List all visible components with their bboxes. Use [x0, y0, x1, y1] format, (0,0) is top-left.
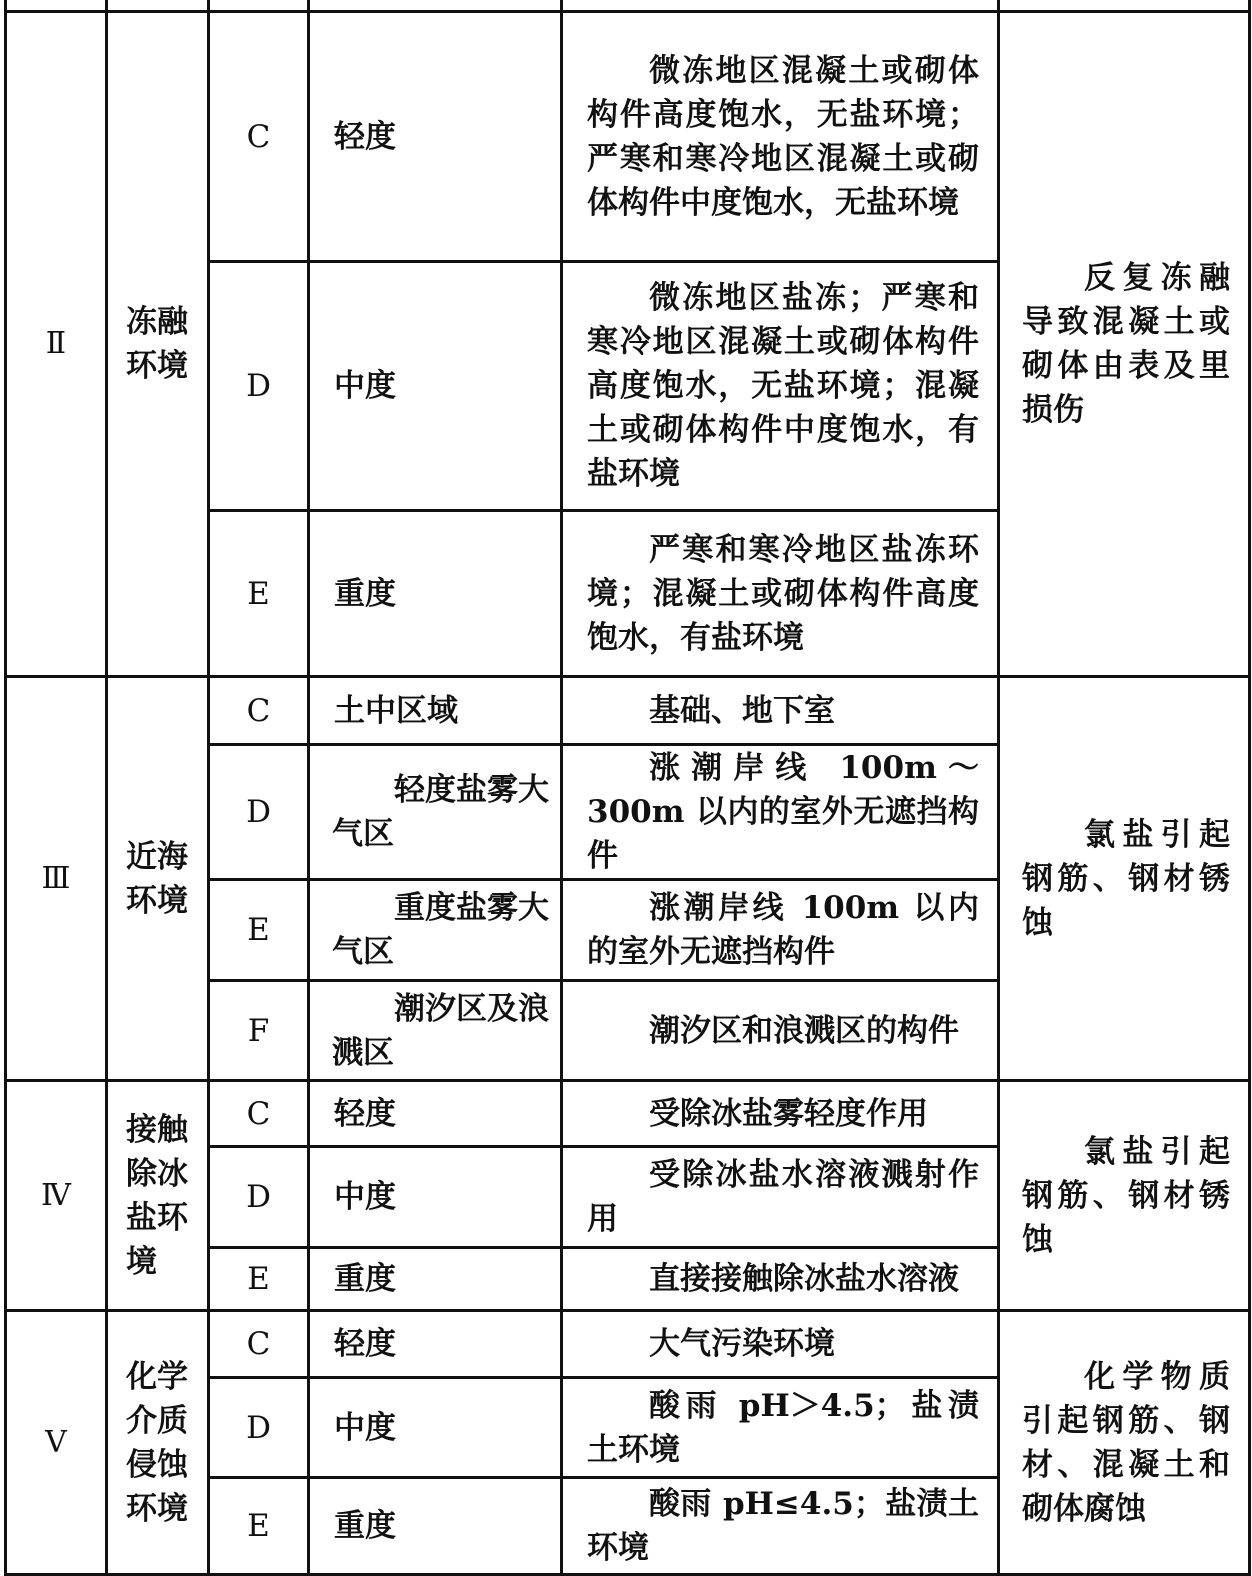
description-cell: 涨潮岸线 100m～300m 以内的室外无遮挡构件: [562, 745, 999, 880]
level-cell: 轻度盐雾大气区: [309, 745, 562, 880]
table-row: [6, 1081, 1250, 1147]
level-cell: 重度盐雾大气区: [309, 880, 562, 981]
table-row: [6, 1311, 1250, 1378]
description-cell: 微冻地区盐冻；严寒和寒冷地区混凝土或砌体构件高度饱水，无盐环境；混凝土或砌体构件中度饱水，有盐环境: [562, 262, 999, 511]
stub-cell: [309, 0, 562, 12]
table-row: [6, 12, 1250, 262]
table-row: [6, 677, 1250, 745]
mechanism-cell: 氯盐引起钢筋、钢材锈蚀: [999, 677, 1250, 1081]
grade-cell: E: [209, 880, 309, 981]
level-cell: 中度: [309, 262, 562, 511]
grade-cell: D: [209, 262, 309, 511]
grade-cell: E: [209, 1248, 309, 1311]
category-environment: 化学介质侵蚀环境: [107, 1311, 209, 1575]
stub-cell: [6, 0, 107, 12]
description-cell: 严寒和寒冷地区盐冻环境；混凝土或砌体构件高度饱水，有盐环境: [562, 511, 999, 677]
description-cell: 受除冰盐雾轻度作用: [562, 1081, 999, 1147]
level-cell: 轻度: [309, 1081, 562, 1147]
category-environment: 近海环境: [107, 677, 209, 1081]
grade-cell: C: [209, 1081, 309, 1147]
level-cell: 重度: [309, 1248, 562, 1311]
mechanism-cell: 反复冻融导致混凝土或砌体由表及里损伤: [999, 12, 1250, 677]
description-cell: 直接接触除冰盐水溶液: [562, 1248, 999, 1311]
level-cell: 中度: [309, 1147, 562, 1248]
grade-cell: C: [209, 1311, 309, 1378]
description-cell: 潮汐区和浪溅区的构件: [562, 981, 999, 1081]
environment-classification-table: [4, 0, 1248, 1566]
category-roman: Ⅴ: [6, 1311, 107, 1575]
description-cell: 微冻地区混凝土或砌体构件高度饱水，无盐环境；严寒和寒冷地区混凝土或砌体构件中度饱水，无盐环境: [562, 12, 999, 262]
category-roman: Ⅳ: [6, 1081, 107, 1311]
table: [4, 0, 1251, 1576]
table-top-stub: [6, 0, 1250, 12]
mechanism-cell: 化学物质引起钢筋、钢材、混凝土和砌体腐蚀: [999, 1311, 1250, 1575]
grade-cell: D: [209, 1378, 309, 1478]
grade-cell: E: [209, 1478, 309, 1575]
grade-cell: D: [209, 745, 309, 880]
description-cell: 酸雨 pH≤4.5；盐渍土环境: [562, 1478, 999, 1575]
mechanism-cell: 氯盐引起钢筋、钢材锈蚀: [999, 1081, 1250, 1311]
category-environment: 冻融环境: [107, 12, 209, 677]
level-cell: 中度: [309, 1378, 562, 1478]
stub-cell: [562, 0, 999, 12]
category-environment: 接触除冰盐环境: [107, 1081, 209, 1311]
grade-cell: F: [209, 981, 309, 1081]
description-cell: 基础、地下室: [562, 677, 999, 745]
description-cell: 受除冰盐水溶液溅射作用: [562, 1147, 999, 1248]
level-cell: 重度: [309, 511, 562, 677]
category-roman: Ⅱ: [6, 12, 107, 677]
grade-cell: C: [209, 677, 309, 745]
description-cell: 大气污染环境: [562, 1311, 999, 1378]
stub-cell: [209, 0, 309, 12]
stub-cell: [107, 0, 209, 12]
level-cell: 潮汐区及浪溅区: [309, 981, 562, 1081]
stub-cell: [999, 0, 1250, 12]
grade-cell: E: [209, 511, 309, 677]
level-cell: 土中区域: [309, 677, 562, 745]
level-cell: 轻度: [309, 1311, 562, 1378]
description-cell: 酸雨 pH＞4.5；盐渍土环境: [562, 1378, 999, 1478]
level-cell: 重度: [309, 1478, 562, 1575]
description-cell: 涨潮岸线 100m 以内的室外无遮挡构件: [562, 880, 999, 981]
grade-cell: C: [209, 12, 309, 262]
level-cell: 轻度: [309, 12, 562, 262]
category-roman: Ⅲ: [6, 677, 107, 1081]
grade-cell: D: [209, 1147, 309, 1248]
